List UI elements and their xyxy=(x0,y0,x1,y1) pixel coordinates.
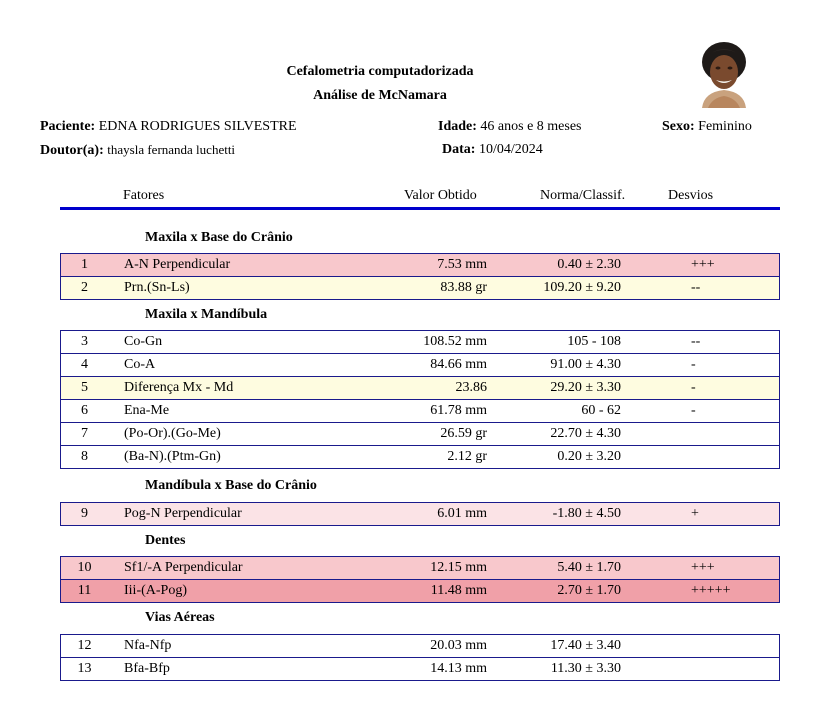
row-value: 2.12 gr xyxy=(447,449,487,464)
date-line xyxy=(442,142,543,158)
row-norm: 11.30 ± 3.30 xyxy=(550,661,621,676)
row-factor: (Po-Or).(Go-Me) xyxy=(124,426,221,441)
row-factor: Pog-N Perpendicular xyxy=(124,506,242,521)
table-row xyxy=(61,503,779,525)
section-table xyxy=(60,502,780,526)
patient-label: Paciente: xyxy=(40,119,96,134)
row-value: 84.66 mm xyxy=(430,357,487,372)
table-row xyxy=(61,445,779,468)
row-deviation: - xyxy=(691,403,696,418)
table-row xyxy=(61,657,779,680)
table-row xyxy=(61,331,779,353)
age-label: Idade: xyxy=(438,119,477,134)
section-title: Maxila x Base do Crânio xyxy=(145,230,293,245)
row-factor: Bfa-Bfp xyxy=(124,661,170,676)
table-row xyxy=(61,353,779,376)
sex-label: Sexo: xyxy=(662,119,695,134)
date-label: Data: xyxy=(442,142,476,157)
row-number: 5 xyxy=(81,380,88,395)
section-table xyxy=(60,634,780,681)
section-title: Vias Aéreas xyxy=(145,610,215,625)
patient-name: EDNA RODRIGUES SILVESTRE xyxy=(98,119,297,134)
row-value: 12.15 mm xyxy=(430,560,487,575)
section-title: Dentes xyxy=(145,533,186,548)
row-norm: 91.00 ± 4.30 xyxy=(550,357,621,372)
report-title: Cefalometria computadorizada xyxy=(286,64,474,79)
row-deviation: - xyxy=(691,380,696,395)
row-norm: 60 - 62 xyxy=(581,403,621,418)
row-number: 8 xyxy=(81,449,88,464)
date-value: 10/04/2024 xyxy=(478,142,543,157)
doctor-line xyxy=(40,142,235,159)
row-norm: 22.70 ± 4.30 xyxy=(550,426,621,441)
row-norm: 0.20 ± 3.20 xyxy=(557,449,621,464)
row-number: 12 xyxy=(77,638,92,653)
row-norm: 2.70 ± 1.70 xyxy=(557,583,621,598)
row-deviation: +++++ xyxy=(691,583,731,598)
patient-photo xyxy=(700,40,748,108)
row-value: 11.48 mm xyxy=(430,583,487,598)
row-norm: 29.20 ± 3.30 xyxy=(550,380,621,395)
row-number: 3 xyxy=(81,334,88,349)
row-deviation: -- xyxy=(691,334,701,349)
row-value: 14.13 mm xyxy=(430,661,487,676)
age-value: 46 anos e 8 meses xyxy=(480,119,582,134)
row-number: 1 xyxy=(81,257,88,272)
row-factor: Ena-Me xyxy=(124,403,170,418)
row-norm: 17.40 ± 3.40 xyxy=(550,638,621,653)
row-deviation: +++ xyxy=(691,560,715,575)
row-factor: Sf1/-A Perpendicular xyxy=(124,560,243,575)
row-number: 9 xyxy=(81,506,88,521)
row-factor: Iii-(A-Pog) xyxy=(124,583,187,598)
row-number: 6 xyxy=(81,403,88,418)
row-value: 61.78 mm xyxy=(430,403,487,418)
col-header-fatores: Fatores xyxy=(123,188,165,203)
table-row xyxy=(61,254,779,276)
row-value: 23.86 xyxy=(455,380,487,395)
row-number: 4 xyxy=(81,357,88,372)
row-deviation: +++ xyxy=(691,257,715,272)
sex-value: Feminino xyxy=(698,119,752,134)
row-norm: -1.80 ± 4.50 xyxy=(552,506,621,521)
row-number: 13 xyxy=(77,661,92,676)
row-deviation: -- xyxy=(691,280,701,295)
section-table xyxy=(60,556,780,603)
row-norm: 105 - 108 xyxy=(567,334,621,349)
col-header-desvios: Desvios xyxy=(668,188,714,203)
table-row xyxy=(61,579,779,602)
row-value: 7.53 mm xyxy=(437,257,487,272)
header-divider xyxy=(60,207,780,210)
row-deviation: + xyxy=(691,506,699,521)
table-row xyxy=(61,422,779,445)
table-row xyxy=(61,276,779,299)
age-line xyxy=(438,119,582,135)
row-value: 6.01 mm xyxy=(437,506,487,521)
row-number: 7 xyxy=(81,426,88,441)
row-factor: Prn.(Sn-Ls) xyxy=(124,280,190,295)
row-norm: 0.40 ± 2.30 xyxy=(557,257,621,272)
row-factor: Nfa-Nfp xyxy=(124,638,172,653)
row-value: 83.88 gr xyxy=(440,280,487,295)
row-number: 10 xyxy=(77,560,92,575)
section-table xyxy=(60,253,780,300)
doctor-label: Doutor(a): xyxy=(40,143,104,158)
row-norm: 5.40 ± 1.70 xyxy=(557,560,621,575)
row-number: 2 xyxy=(81,280,88,295)
row-factor: Co-Gn xyxy=(124,334,163,349)
row-value: 20.03 mm xyxy=(430,638,487,653)
section-title: Mandíbula x Base do Crânio xyxy=(145,478,317,493)
table-row xyxy=(61,399,779,422)
col-header-valor: Valor Obtido xyxy=(404,188,477,203)
row-factor: (Ba-N).(Ptm-Gn) xyxy=(124,449,221,464)
row-number: 11 xyxy=(77,583,92,598)
patient-name-line xyxy=(40,119,297,135)
doctor-name: thaysla fernanda luchetti xyxy=(107,142,236,157)
row-norm: 109.20 ± 9.20 xyxy=(543,280,621,295)
section-table xyxy=(60,330,780,469)
row-factor: Co-A xyxy=(124,357,156,372)
row-deviation: - xyxy=(691,357,696,372)
table-row xyxy=(61,376,779,399)
col-header-norma: Norma/Classif. xyxy=(540,188,626,203)
table-row xyxy=(61,635,779,657)
row-value: 26.59 gr xyxy=(440,426,487,441)
sex-line xyxy=(662,119,752,135)
table-row xyxy=(61,557,779,579)
report-subtitle: Análise de McNamara xyxy=(313,88,447,103)
section-title: Maxila x Mandíbula xyxy=(145,307,268,322)
row-value: 108.52 mm xyxy=(423,334,487,349)
row-factor: A-N Perpendicular xyxy=(124,257,231,272)
row-factor: Diferença Mx - Md xyxy=(124,380,234,395)
